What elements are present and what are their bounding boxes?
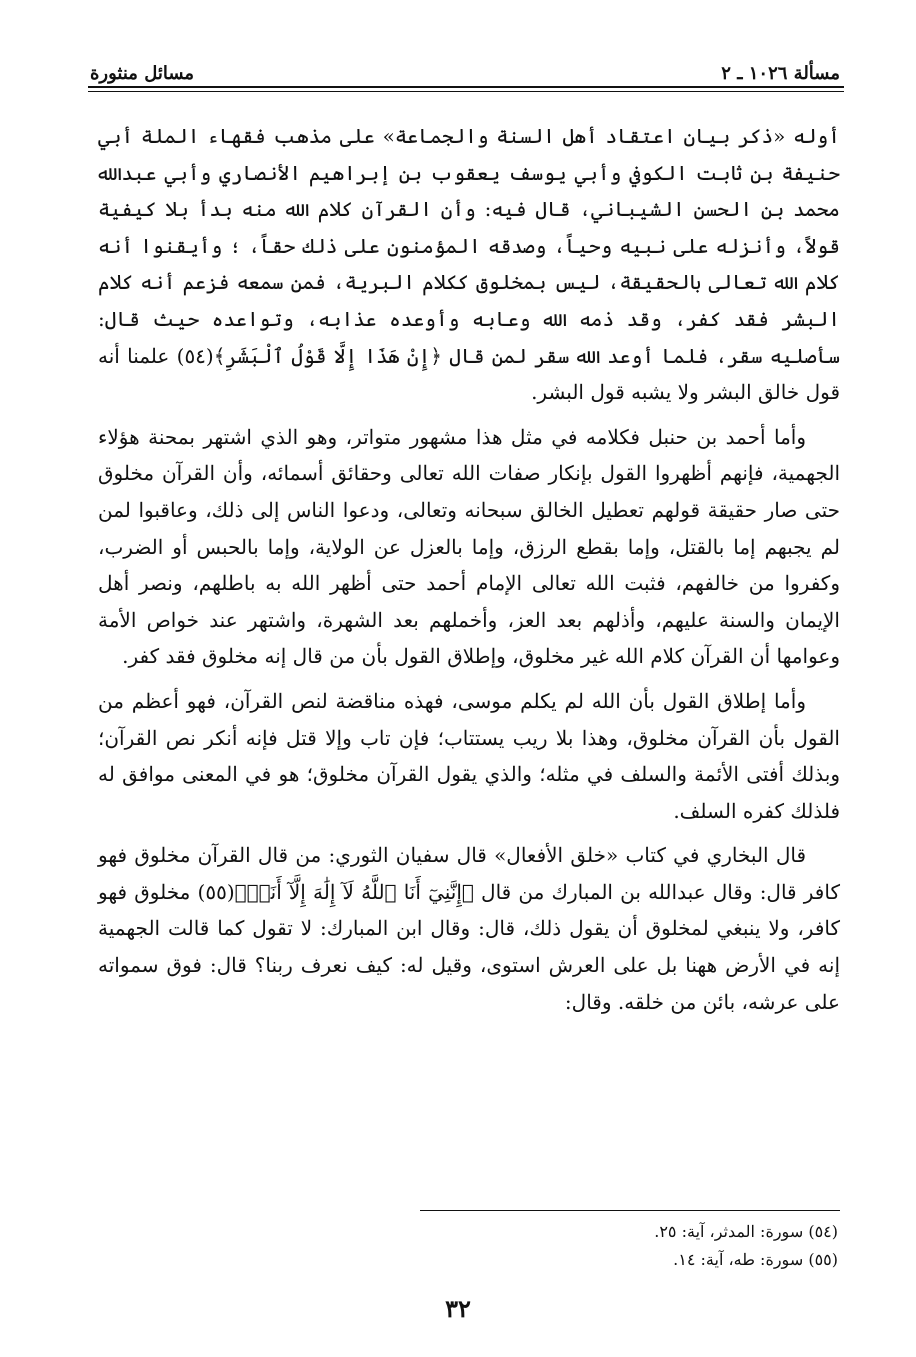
header-rule-thick: [88, 86, 844, 88]
paragraph: أوله «ذكر بيان اعتقاد أهل السنة والجماعة» على مذهب فقهاء الملة أبي حنيفة بن ثابت الكوفي وأبي يوسف يعقوب بن إبراهيم الأنصاري وأبي عبدالله محمد بن الحسن الشيباني، قال فيه: وأن القرآن كلام الله منه بدأ بلا كيفية قولاً، وأنزله على نبيه وحياً، وصدقه المؤمنون على ذلك حقاً، ؛ وأيقنوا أنه كلام الله تعالى بالحقيقة، ليس بمخلوق ككلام البرية، فمن سمعه فزعم أنه كلام البشر فقد كفر، وقد ذمه الله وعابه وأوعده عذابه، وتواعده حيث قال: سأصليه سقر، فلما أوعد الله سقر لمن قال ﴿إِنْ هَذَا إِلَّا قَوْلُ ٱلْبَشَرِ﴾(٥٤) علمنا أنه قول خالق البشر ولا يشبه قول البشر.: [98, 124, 841, 405]
footnote-separator: [420, 1210, 840, 1211]
footnote: (٥٤) سورة: المدثر، آية: ٢٥.: [654, 1222, 838, 1241]
paragraph: قال البخاري في كتاب «خلق الأفعال» قال سفيان الثوري: من قال القرآن مخلوق فهو كافر قال: وقال عبدالله بن المبارك من قال ﴿إِنَّنِيٓ أَنَا ٱللَّهُ لَآ إِلَٰهَ إِلَّآ أَنَا۠﴾(٥٥) مخلوق فهو كافر، ولا ينبغي لمخلوق أن يقول ذلك، قال: وقال ابن المبارك: لا تقول كما قالت الجهمية إنه في الأرض ههنا بل على العرش استوى، وقيل له: كيف نعرف ربنا؟ قال: فوق سمواته على عرشه، بائن من خلقه. وقال:: [98, 843, 840, 1014]
paragraph: وأما إطلاق القول بأن الله لم يكلم موسى، فهذه مناقضة لنص القرآن، فهو أعظم من القول بأن القرآن مخلوق، وهذا بلا ريب يستتاب؛ فإن تاب وإلا قتل فإنه أنكر نص القرآن؛ وبذلك أفتى الأئمة والسلف في مثله؛ والذي يقول القرآن مخلوق؛ هو في المعنى موافق له فلذلك كفره السلف.: [98, 688, 840, 823]
book-title: مسائل منثورة: [90, 63, 195, 84]
running-header: [90, 56, 840, 84]
footnotes: [438, 1218, 838, 1274]
page-number: ٣٢: [445, 1294, 471, 1323]
issue-label: مسألة ١٠٢٦ ـ ٢: [721, 63, 840, 84]
paragraph: وأما أحمد بن حنبل فكلامه في مثل هذا مشهور متواتر، وهو الذي اشتهر بمحنة هؤلاء الجهمية، فإنهم أظهروا القول بإنكار صفات الله تعالى وحقائق أسمائه، وأن القرآن مخلوق حتى صار حقيقة قولهم تعطيل الخالق سبحانه وتعالى، ودعوا الناس إلى ذلك، وعاقبوا لمن لم يجبهم إما بالقتل، وإما بقطع الرزق، وإما بالعزل عن الولاية، وإما بالحبس أو الضرب، وكفروا من خالفهم، فثبت الله تعالى الإمام أحمد حتى أظهر الله به باطلهم، ونصر أهل الإيمان والسنة عليهم، وأذلهم بعد العز، وأخملهم بعد الشهرة، واشتهر عند خواص الأمة وعوامها أن القرآن كلام الله غير مخلوق، وإطلاق القول بأن من قال إنه مخلوق فقد كفر.: [98, 424, 840, 669]
header-rule-thin: [88, 91, 844, 92]
body-text: [98, 118, 840, 1028]
footnote: (٥٥) سورة: طه، آية: ١٤.: [673, 1250, 838, 1269]
